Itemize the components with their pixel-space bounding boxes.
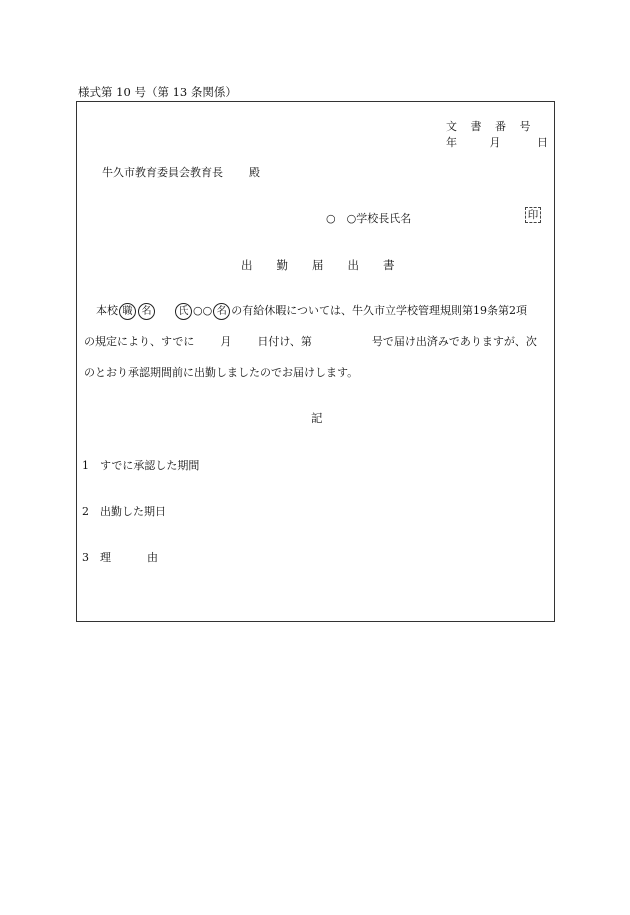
title-char: 出 (241, 258, 253, 272)
item-number: 3 (82, 551, 89, 564)
title-char: 届 (312, 258, 324, 272)
list-item (82, 457, 199, 473)
addressee (102, 164, 260, 180)
circled-char: 名 (138, 303, 155, 320)
date-month: 月 (489, 136, 501, 149)
document-number-label (446, 118, 544, 134)
list-item (82, 503, 166, 519)
date-year: 年 (446, 136, 457, 149)
body-text: の有給休暇については、牛久市立学校管理規則第19条第2項 (231, 304, 527, 317)
title-char: 勤 (276, 258, 288, 272)
body-text: 日付け、第 (257, 335, 312, 348)
addressee-honorific: 殿 (249, 166, 260, 179)
circled-char: 職 (119, 303, 136, 320)
addressee-name: 牛久市教育委員会教育長 (102, 166, 223, 179)
body-line-3: のとおり承認期間前に出勤しましたのでお届けします。 (84, 366, 359, 379)
body-text: の規定により、すでに (84, 335, 195, 348)
doc-number-char: 番 (495, 120, 506, 133)
body-line-1 (96, 302, 527, 320)
doc-number-char: 書 (470, 120, 482, 133)
item-text: 出勤した期日 (100, 505, 166, 518)
date-line (446, 134, 548, 150)
title-char: 出 (347, 258, 359, 272)
list-item (82, 549, 158, 565)
body-line-2 (84, 333, 537, 349)
item-number: 1 (82, 459, 89, 472)
date-day: 日 (537, 136, 548, 149)
sender-name: ○ ○学校長氏名 (326, 212, 412, 225)
item-text: 理 (100, 551, 111, 564)
seal-stamp: 印 (525, 207, 541, 223)
item-text: すでに承認した期間 (100, 459, 200, 472)
item-number: 2 (82, 505, 89, 518)
body-text: 号で届け出済みでありますが、次 (371, 335, 537, 348)
circled-char: 名 (213, 303, 230, 320)
form-number-label: 様式第 10 号（第 13 条関係） (78, 85, 237, 99)
doc-number-char: 号 (519, 120, 531, 133)
title-char: 書 (383, 258, 395, 272)
document-title (241, 257, 419, 273)
item-text: 由 (147, 551, 158, 564)
doc-number-char: 文 (446, 120, 457, 133)
ki-heading: 記 (311, 411, 323, 425)
placeholder-marks: ○○ (193, 304, 213, 317)
body-prefix: 本校 (96, 304, 118, 317)
month-label: 月 (220, 335, 232, 348)
circled-char: 氏 (175, 303, 192, 320)
